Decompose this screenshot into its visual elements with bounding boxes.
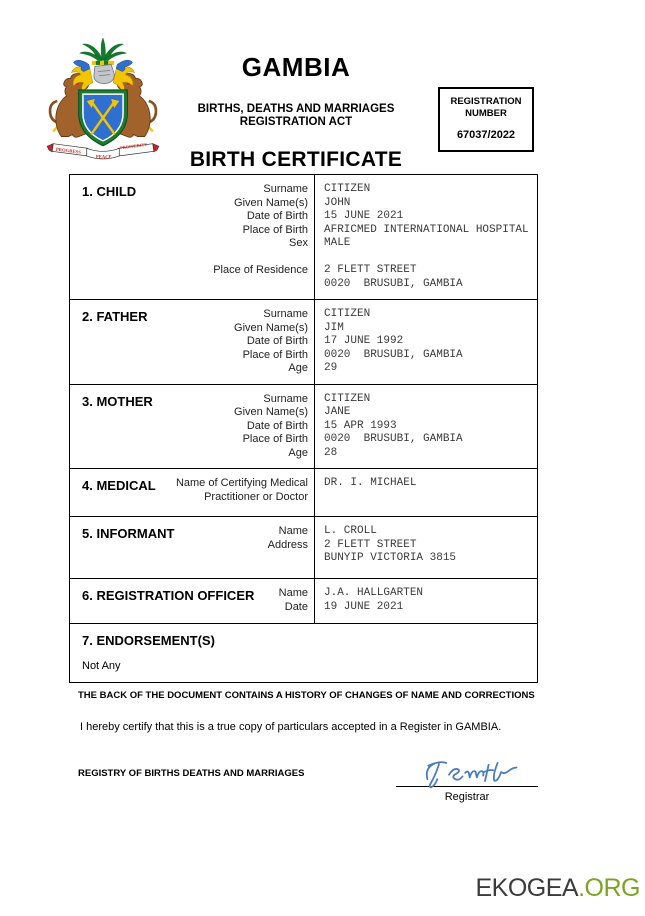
field-label: Name [278, 587, 308, 599]
motto-word-prosperity: PROSPERITY [119, 141, 148, 151]
section-row [70, 579, 537, 624]
section-title: 7. ENDORSEMENT(S) [82, 633, 215, 648]
field-label [82, 251, 308, 265]
registry-row [69, 754, 538, 803]
field-label: Surname [263, 392, 308, 405]
shield [79, 90, 128, 146]
field-value: 0020 BRUSUBI, GAMBIA [324, 433, 463, 445]
section-title: 4. MEDICAL [82, 478, 156, 493]
field-value: 0020 BRUSUBI, GAMBIA [324, 348, 463, 361]
section-left-cell [70, 385, 314, 469]
field-value: JANE [324, 406, 351, 418]
footer [69, 690, 538, 803]
section-row [70, 469, 537, 517]
field-label: Practitioner or Doctor [204, 490, 308, 503]
field-value [324, 491, 531, 505]
section-left-cell [70, 469, 314, 516]
section-row [70, 517, 537, 579]
field-value: AFRICMED INTERNATIONAL HOSPITAL [324, 223, 529, 236]
document-title: BIRTH CERTIFICATE [189, 148, 403, 171]
field-values [314, 175, 537, 299]
field-value: J.A. HALLGARTEN [324, 587, 424, 599]
registrar-signature-icon [411, 754, 523, 790]
field-values [314, 300, 537, 384]
watermark-tld: .ORG [578, 874, 640, 902]
field-value: 2 FLETT STREET [324, 538, 417, 551]
field-value: DR. I. MICHAEL [324, 477, 417, 489]
field-label: Address [267, 538, 308, 551]
field-labels [82, 183, 308, 291]
field-value: JIM [324, 321, 344, 334]
certify-statement: I hereby certify that this is a true copy of particulars accepted in a Register in GAMBIA. [80, 721, 502, 733]
field-label: Surname [263, 308, 308, 320]
field-label: Name [278, 525, 308, 537]
section-row [70, 300, 537, 385]
field-label: Place of Birth [242, 348, 308, 361]
field-label: Date of Birth [246, 419, 308, 432]
registration-number-label: REGISTRATION NUMBER [450, 96, 522, 119]
section-title: 2. FATHER [82, 309, 148, 324]
field-value: 0020 BRUSUBI, GAMBIA [324, 277, 463, 290]
section-left-cell [70, 300, 314, 384]
field-value [324, 251, 531, 265]
field-label: Place of Birth [242, 223, 308, 236]
field-label: Sex [289, 237, 308, 249]
act-line: BIRTHS, DEATHS AND MARRIAGES REGISTRATION ACT [197, 103, 395, 128]
field-label [82, 552, 308, 566]
field-value: 28 [324, 446, 338, 459]
gambia-coat-of-arms-icon [46, 38, 160, 162]
section-left-cell [70, 579, 314, 623]
field-label: Given Name(s) [234, 196, 308, 209]
field-values [314, 469, 537, 516]
signature-line [396, 786, 538, 787]
registration-number-value: 67037/2022 [456, 129, 516, 141]
field-label: Date of Birth [246, 335, 308, 347]
field-label: Place of Residence [213, 264, 308, 276]
section-title: 5. INFORMANT [82, 526, 175, 541]
field-value: CITIZEN [324, 392, 371, 405]
section-title: 6. REGISTRATION OFFICER [82, 588, 255, 603]
field-label: Age [288, 362, 308, 374]
section-left-cell [70, 517, 314, 578]
field-value: CITIZEN [324, 308, 371, 320]
field-values [314, 385, 537, 469]
palm-crest [80, 38, 127, 62]
motto-word-peace: PEACE [95, 155, 112, 161]
field-label: Given Name(s) [234, 321, 308, 334]
registrar-caption: Registrar [444, 791, 490, 803]
field-value: 19 JUNE 2021 [324, 600, 404, 613]
back-of-document-note: THE BACK OF THE DOCUMENT CONTAINS A HISTORY OF CHANGES OF NAME AND CORRECTIONS [78, 690, 535, 701]
field-value: 2 FLETT STREET [324, 264, 417, 276]
field-value: JOHN [324, 196, 351, 209]
field-values [314, 579, 537, 623]
section-row [70, 624, 537, 682]
field-label [82, 278, 308, 292]
field-value: L. CROLL [324, 525, 377, 537]
field-value: BUNYIP VICTORIA 3815 [324, 552, 457, 564]
field-value: MALE [324, 237, 351, 249]
section-title: 1. CHILD [82, 184, 137, 199]
field-value: 17 JUNE 1992 [324, 335, 404, 347]
section-left-cell [70, 175, 314, 299]
registry-line: REGISTRY OF BIRTHS DEATHS AND MARRIAGES [78, 768, 305, 779]
cert-table [69, 174, 538, 683]
registration-number-box [438, 87, 534, 152]
field-value: 15 APR 1993 [324, 419, 397, 432]
ekogea-watermark [476, 874, 641, 903]
field-label: Name of Certifying Medical [175, 477, 308, 489]
section-row [70, 385, 537, 470]
field-value: CITIZEN [324, 183, 371, 195]
field-label: Age [288, 446, 308, 459]
section-title: 3. MOTHER [82, 393, 153, 409]
motto-word-progress: PROGRESS [55, 147, 82, 156]
field-values [314, 517, 537, 578]
signature-block [396, 754, 538, 803]
section-row [70, 175, 537, 300]
field-label: Date [284, 600, 308, 613]
field-label: Given Name(s) [234, 406, 308, 418]
field-value: 15 JUNE 2021 [324, 210, 404, 222]
helmet [94, 64, 114, 83]
field-value: 29 [324, 362, 338, 374]
field-label: Surname [263, 183, 308, 195]
field-label: Place of Birth [242, 433, 308, 445]
field-label: Date of Birth [246, 210, 308, 222]
header-titles [158, 52, 434, 172]
country-title: GAMBIA [241, 52, 351, 82]
section-note: Not Any [82, 660, 121, 672]
watermark-brand: EKOGEA [475, 874, 579, 902]
